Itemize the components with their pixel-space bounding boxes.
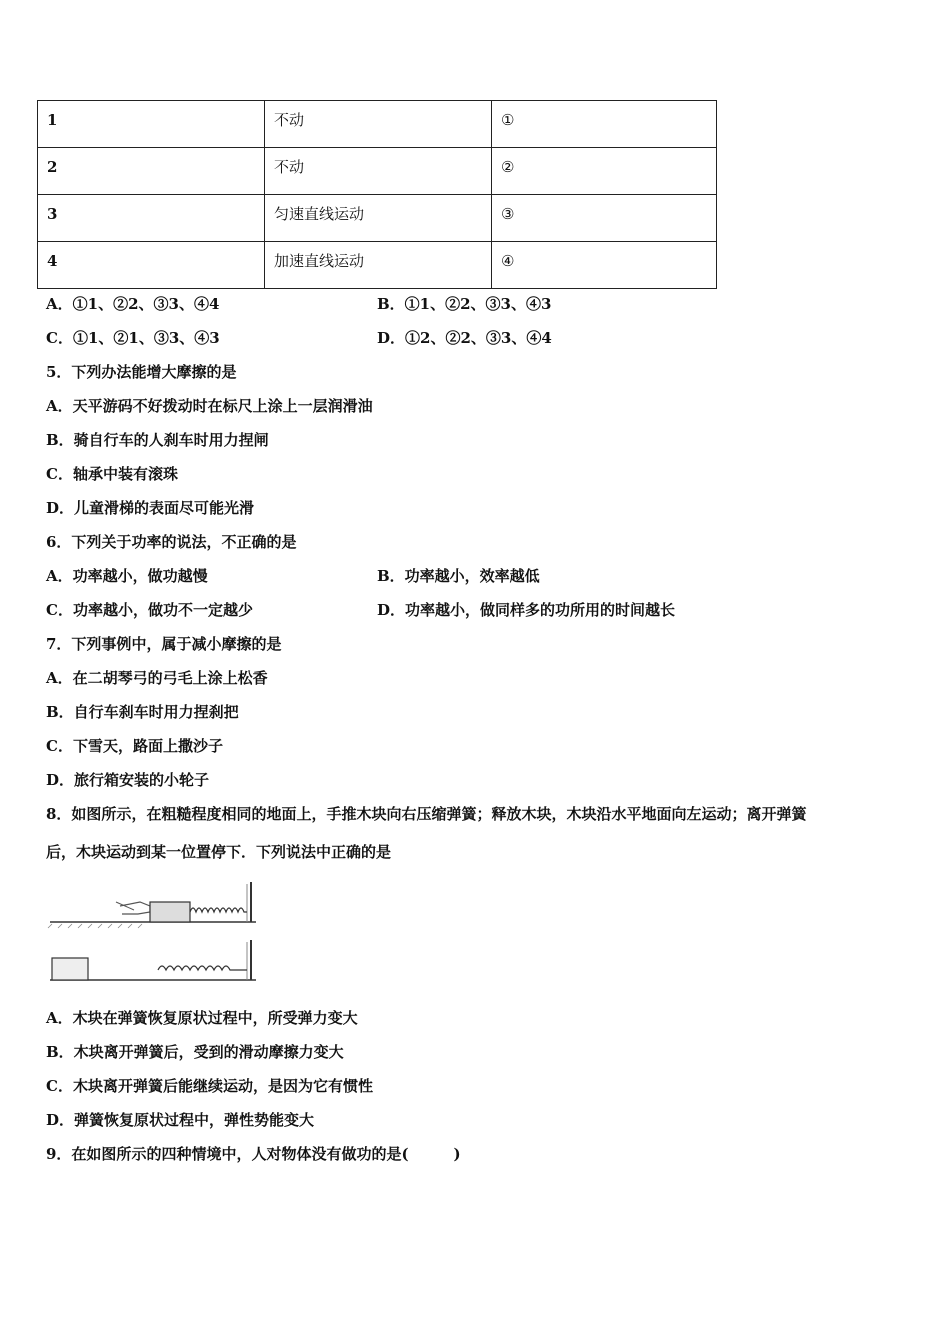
hand-icon xyxy=(120,902,150,914)
table-row xyxy=(38,242,717,289)
spring-block-figure xyxy=(46,876,261,988)
q8-stem-line2: 后，木块运动到某一位置停下．下列说法中正确的是 xyxy=(46,843,392,861)
q5-option-d[interactable]: D．儿童滑梯的表面尽可能光滑 xyxy=(46,499,255,517)
q8-option-c[interactable]: C．木块离开弹簧后能继续运动，是因为它有惯性 xyxy=(46,1077,373,1095)
q8-option-b[interactable]: B．木块离开弹簧后，受到的滑动摩擦力变大 xyxy=(46,1043,344,1061)
q6-stem: 6．下列关于功率的说法，不正确的是 xyxy=(46,533,297,551)
q5-option-b[interactable]: B．骑自行车的人刹车时用力捏闸 xyxy=(46,431,269,449)
row-number: 4 xyxy=(38,242,265,289)
row-number: 2 xyxy=(38,148,265,195)
wood-block-top xyxy=(150,902,190,922)
q5-option-a[interactable]: A．天平游码不好拨动时在标尺上涂上一层润滑油 xyxy=(46,397,373,415)
q4-option-c[interactable]: C．①1、②1、③3、④3 xyxy=(46,329,220,347)
row-mark: ③ xyxy=(492,195,717,242)
q6-option-d[interactable]: D．功率越小，做同样多的功所用的时间越长 xyxy=(377,601,676,619)
wood-block-bottom xyxy=(52,958,88,980)
table-row xyxy=(38,195,717,242)
q9-stem: 9．在如图所示的四种情境中，人对物体没有做功的是( ) xyxy=(46,1145,461,1163)
q6-option-a[interactable]: A．功率越小，做功越慢 xyxy=(46,567,208,585)
row-state: 不动 xyxy=(265,148,492,195)
q8-option-a[interactable]: A．木块在弹簧恢复原状过程中，所受弹力变大 xyxy=(46,1009,358,1027)
row-state: 加速直线运动 xyxy=(265,242,492,289)
q8-option-d[interactable]: D．弹簧恢复原状过程中，弹性势能变大 xyxy=(46,1111,315,1129)
row-mark: ④ xyxy=(492,242,717,289)
q8-stem-line1: 8．如图所示，在粗糙程度相同的地面上，手推木块向右压缩弹簧；释放木块，木块沿水平地面向左运动；离开弹簧 xyxy=(46,805,807,823)
answer-table xyxy=(37,100,717,289)
row-number: 3 xyxy=(38,195,265,242)
q6-option-c[interactable]: C．功率越小，做功不一定越少 xyxy=(46,601,253,619)
q4-option-d[interactable]: D．①2、②2、③3、④4 xyxy=(377,329,552,347)
q7-stem: 7．下列事例中，属于减小摩擦的是 xyxy=(46,635,282,653)
row-state: 不动 xyxy=(265,101,492,148)
q7-option-d[interactable]: D．旅行箱安装的小轮子 xyxy=(46,771,210,789)
row-state: 匀速直线运动 xyxy=(265,195,492,242)
row-mark: ① xyxy=(492,101,717,148)
table-row xyxy=(38,101,717,148)
q5-stem: 5．下列办法能增大摩擦的是 xyxy=(46,363,237,381)
q6-option-b[interactable]: B．功率越小，效率越低 xyxy=(377,567,540,585)
row-mark: ② xyxy=(492,148,717,195)
row-number: 1 xyxy=(38,101,265,148)
q7-option-a[interactable]: A．在二胡琴弓的弓毛上涂上松香 xyxy=(46,669,268,687)
ground-hatch-top xyxy=(48,924,142,928)
q7-option-b[interactable]: B．自行车刹车时用力捏刹把 xyxy=(46,703,239,721)
spring-relaxed xyxy=(158,966,247,970)
q4-option-a[interactable]: A．①1、②2、③3、④4 xyxy=(46,295,220,313)
q4-option-b[interactable]: B．①1、②2、③3、④3 xyxy=(377,295,552,313)
q7-option-c[interactable]: C．下雪天，路面上撒沙子 xyxy=(46,737,223,755)
q5-option-c[interactable]: C．轴承中装有滚珠 xyxy=(46,465,178,483)
spring-compressed xyxy=(190,908,247,912)
table-row xyxy=(38,148,717,195)
